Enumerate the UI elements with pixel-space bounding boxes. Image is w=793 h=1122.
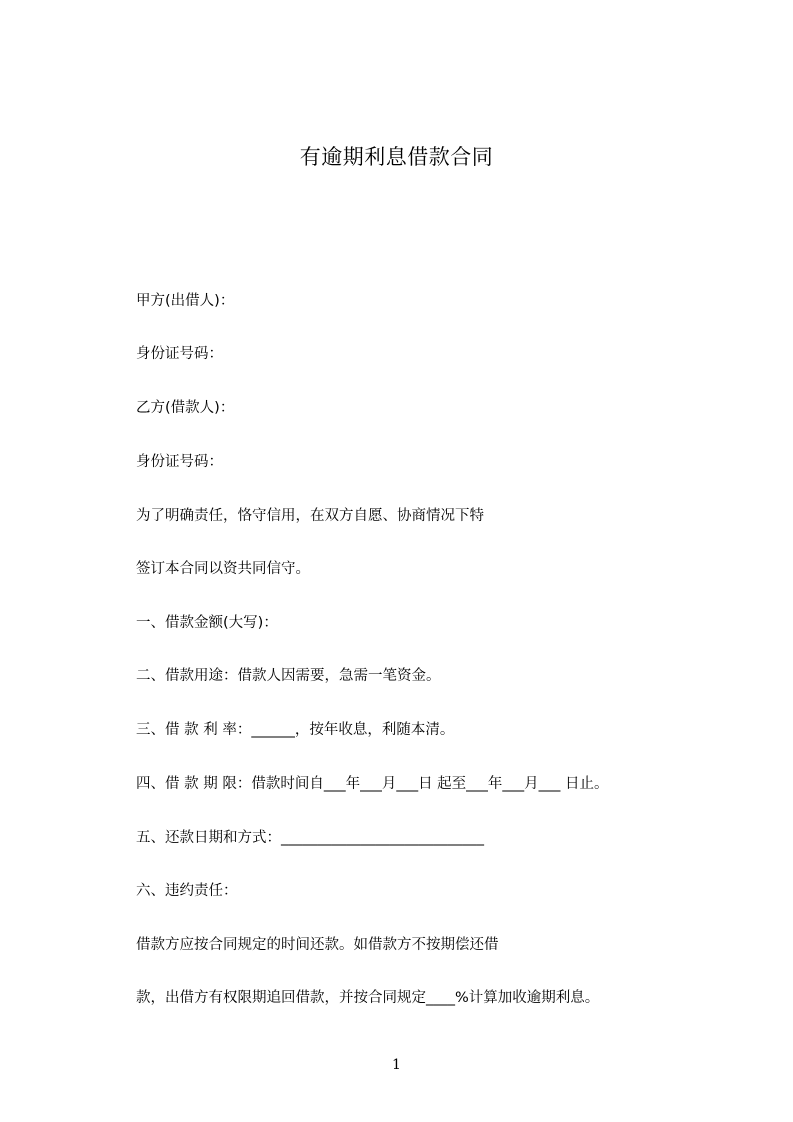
preamble-line-1: 为了明确责任，恪守信用，在双方自愿、协商情况下特	[136, 508, 484, 524]
party-a-lender-line: 甲方(出借人)：	[136, 293, 235, 309]
party-b-borrower-line: 乙方(借款人)：	[136, 400, 235, 416]
clause-3-interest-rate: 三、借 款 利 率：______，按年收息，利随本清。	[136, 722, 455, 738]
clause-6-liability: 六、违约责任：	[136, 883, 238, 899]
party-b-id-line: 身份证号码：	[136, 454, 223, 470]
clause-1-amount: 一、借款金额(大写)：	[136, 615, 278, 631]
page-number: 1	[392, 1057, 401, 1073]
clause-2-purpose: 二、借款用途：借款人因需要，急需一笔资金。	[136, 668, 441, 684]
liability-text-line-2: 款，出借方有权限期追回借款，并按合同规定____%计算加收逾期利息。	[136, 990, 600, 1006]
clause-4-term: 四、借 款 期 限：借款时间自___年___月___日 起至___年___月___ 日止。	[136, 776, 609, 792]
document-title: 有逾期利息借款合同	[299, 145, 494, 169]
preamble-line-2: 签订本合同以资共同信守。	[136, 561, 310, 577]
clause-5-repayment: 五、还款日期和方式：____________________________	[136, 830, 484, 846]
liability-text-line-1: 借款方应按合同规定的时间还款。如借款方不按期偿还借	[136, 937, 499, 953]
party-a-id-line: 身份证号码：	[136, 346, 223, 362]
